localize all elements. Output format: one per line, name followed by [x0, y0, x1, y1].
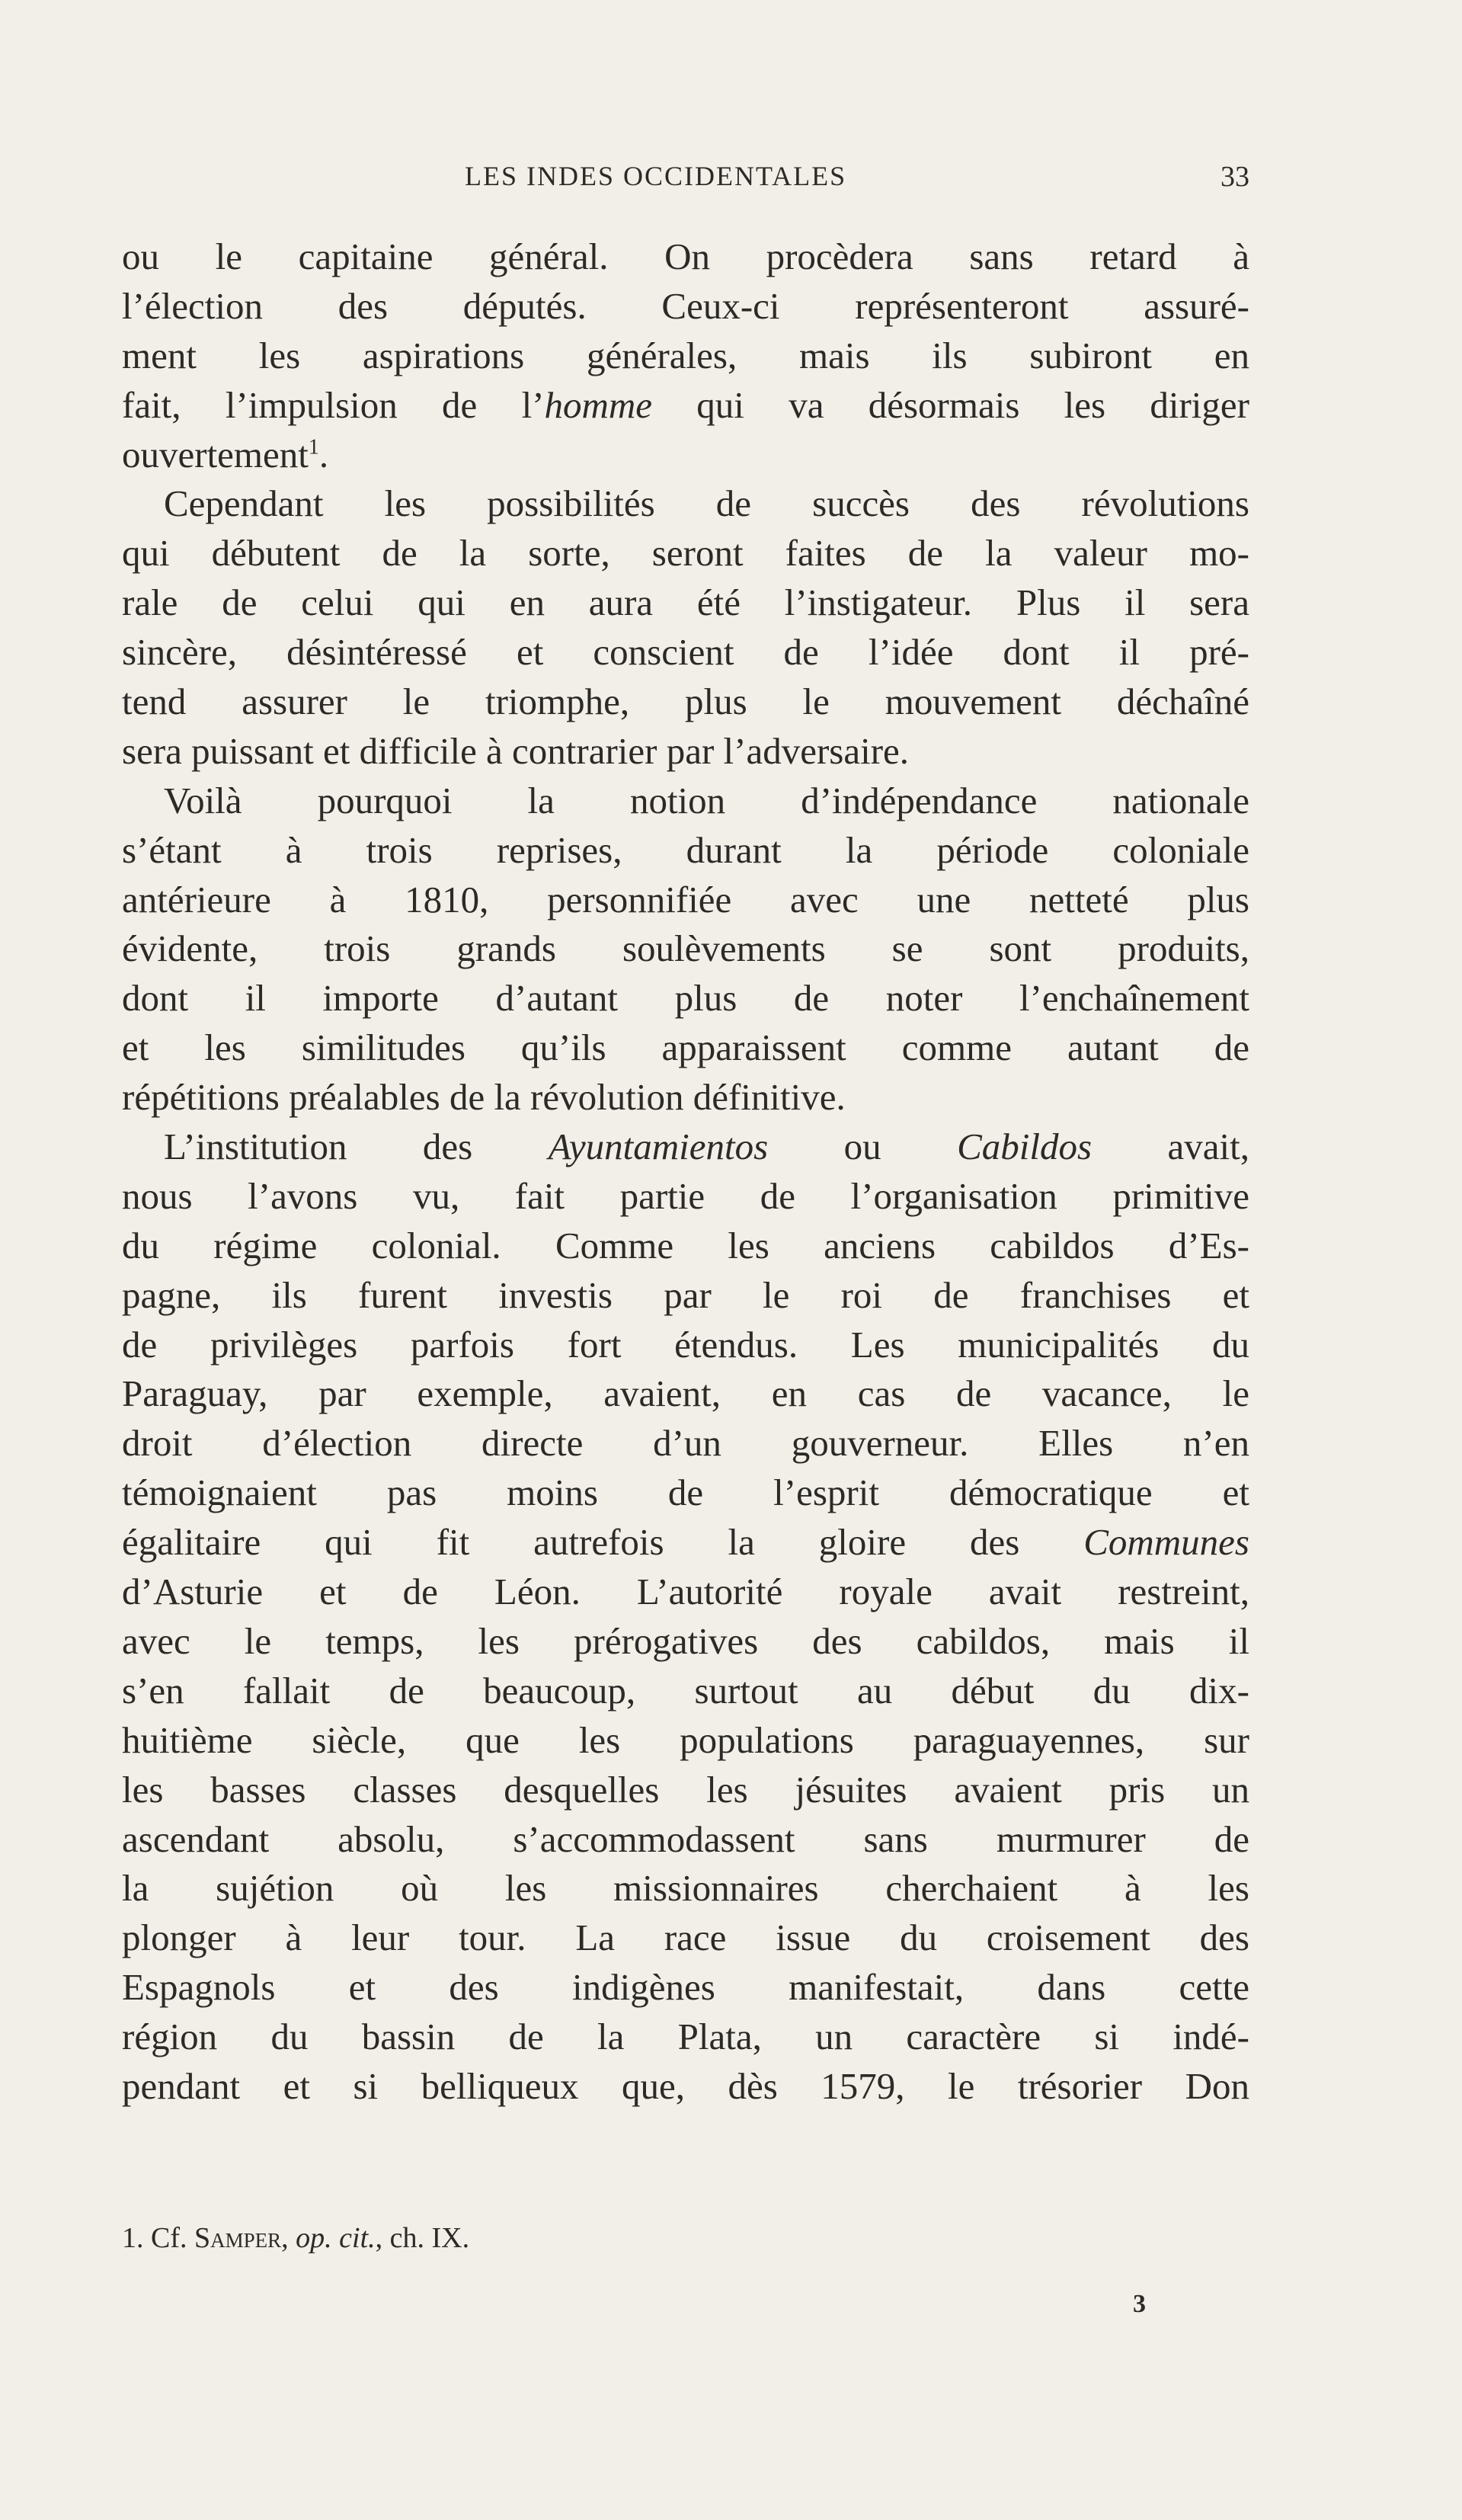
text-line: s’en fallait de beaucoup, surtout au début du dix- [122, 1669, 1249, 1711]
text-line: ascendant absolu, s’accommodassent sans murmurer de [122, 1817, 1249, 1860]
text-line: pendant et si belliqueux que, dès 1579, le trésorier Don [122, 2064, 1249, 2107]
text-line: fait, l’impulsion de l’homme qui va désormais les diriger [122, 383, 1249, 426]
text-line: répétitions préalables de la révolution définitive. [122, 1076, 846, 1119]
text-line: l’élection des députés. Ceux-ci représenteront assuré- [122, 284, 1249, 327]
footnote-reference: 1 [308, 435, 319, 459]
text-line: qui débutent de la sorte, seront faites de la valeur mo- [122, 532, 1249, 575]
text-line: antérieure à 1810, personnifiée avec une netteté plus [122, 878, 1249, 921]
body-text [122, 232, 1249, 2112]
text-line: s’étant à trois reprises, durant la période coloniale [122, 828, 1249, 871]
footnote-author: Samper [194, 2222, 282, 2254]
text-line: nous l’avons vu, fait partie de l’organisation primitive [122, 1174, 1249, 1217]
text-line: témoignaient pas moins de l’esprit démocratique et [122, 1471, 1249, 1514]
text-line: ouvertement$^1$. [122, 433, 329, 476]
text-line: égalitaire qui fit autrefois la gloire des Communes [122, 1521, 1249, 1564]
text-line: de privilèges parfois fort étendus. Les municipalités du [122, 1323, 1249, 1366]
text-line: évidente, trois grands soulèvements se sont produits, [122, 927, 1249, 970]
text-line: dont il importe d’autant plus de noter l’enchaînement [122, 977, 1249, 1020]
text-line: d’Asturie et de Léon. L’autorité royale avait restreint, [122, 1571, 1249, 1613]
signature-mark: 3 [1133, 2290, 1146, 2318]
text-line: ment les aspirations générales, mais ils subiront en [122, 334, 1249, 376]
text-line: huitième siècle, que les populations paraguayennes, sur [122, 1718, 1249, 1761]
text-line: région du bassin de la Plata, un caractère si indé- [122, 2016, 1249, 2058]
text-line: plonger à leur tour. La race issue du croisement des [122, 1916, 1249, 1959]
text-line: du régime colonial. Comme les anciens cabildos d’Es- [122, 1224, 1249, 1266]
text-line: sincère, désintéressé et conscient de l’idée dont il pré- [122, 631, 1249, 674]
text-line: la sujétion où les missionnaires cherchaient à les [122, 1867, 1249, 1910]
text-line: Paraguay, par exemple, avaient, en cas de vacance, le [122, 1372, 1249, 1415]
running-head-title: LES INDES OCCIDENTALES [465, 161, 847, 191]
text-line: L’institution des Ayuntamientos ou Cabildos avait, [164, 1126, 1250, 1168]
text-line: pagne, ils furent investis par le roi de franchises et [122, 1273, 1249, 1316]
footnote: 1. Cf. Samper, op. cit., ch. IX. [122, 2222, 470, 2254]
text-line: et les similitudes qu’ils apparaissent comme autant de [122, 1026, 1249, 1069]
text-line: ou le capitaine général. On procèdera sans retard à [122, 235, 1249, 277]
text-line: Voilà pourquoi la notion d’indépendance nationale [164, 779, 1249, 821]
text-line: les basses classes desquelles les jésuites avaient pris un [122, 1768, 1249, 1811]
text-line: avec le temps, les prérogatives des cabildos, mais il [122, 1619, 1249, 1662]
text-line: Espagnols et des indigènes manifestait, dans cette [122, 1966, 1249, 2009]
text-line: rale de celui qui en aura été l’instigateur. Plus il sera [122, 581, 1249, 624]
running-header [122, 160, 1249, 206]
text-line: sera puissant et difficile à contrarier par l’adversaire. [122, 729, 910, 772]
text-line: Cependant les possibilités de succès des révolutions [164, 482, 1249, 525]
text-line: tend assurer le triomphe, plus le mouvement déchaîné [122, 680, 1249, 723]
page-number: 33 [1220, 161, 1249, 193]
text-line: droit d’élection directe d’un gouverneur. Elles n’en [122, 1422, 1249, 1465]
